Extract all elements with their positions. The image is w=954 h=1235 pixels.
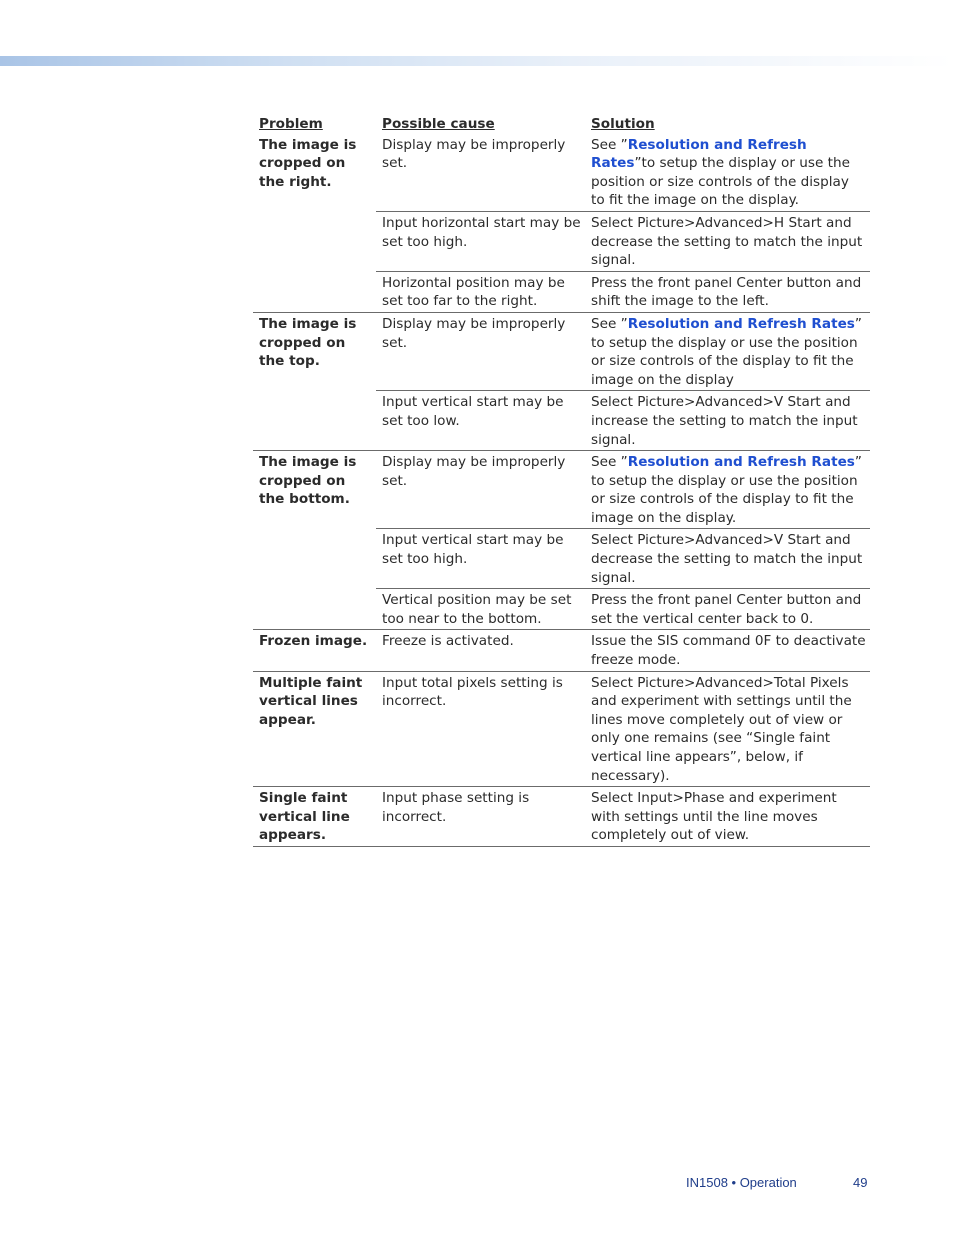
page-number: 49: [853, 1175, 868, 1190]
cause-cell: Vertical position may be set too near to the bottom.: [376, 589, 585, 630]
solution-text: ” to setup the display or use the position or size controls of the display to fit the image on the display.: [591, 454, 862, 526]
problem-cell: Single faint vertical line appears.: [253, 787, 376, 847]
problem-cell: The image is cropped on the bottom.: [253, 451, 376, 630]
solution-text: See ”: [591, 136, 628, 153]
table-row: [253, 135, 870, 212]
cause-cell: Display may be improperly set.: [382, 136, 566, 172]
solution-text: ” to setup the display or use the position or size controls of the display to fit the image on the display: [591, 315, 862, 388]
solution-text: See ”: [591, 454, 628, 471]
solution-cell: [585, 312, 870, 390]
header-solution: Solution: [591, 116, 655, 132]
solution-cell: Press the front panel Center button and shift the image to the left.: [585, 271, 870, 312]
solution-cell: [585, 451, 870, 529]
table-row: [253, 630, 870, 671]
solution-cell: Issue the SIS command 0F to deactivate freeze mode.: [585, 630, 870, 671]
cause-cell: Input horizontal start may be set too high.: [376, 211, 585, 271]
table-header-row: [253, 114, 870, 135]
header-gradient-bar: [0, 56, 954, 66]
table-row: [253, 671, 870, 787]
problem-cell: Multiple faint vertical lines appear.: [253, 671, 376, 787]
solution-text: See ”: [591, 315, 628, 332]
cause-cell: Input total pixels setting is incorrect.: [376, 671, 585, 787]
solution-text: ”to setup the display or use the position or size controls of the display to fit the image on the display.: [591, 155, 850, 209]
solution-cell: Press the front panel Center button and set the vertical center back to 0.: [585, 589, 870, 630]
solution-cell: Select Picture>Advanced>H Start and decrease the setting to match the input signal.: [585, 211, 870, 271]
page-footer: [686, 1175, 868, 1190]
cause-cell: Horizontal position may be set too far to the right.: [376, 271, 585, 312]
table-row: [253, 312, 870, 390]
problem-cell: Frozen image.: [253, 630, 376, 671]
cause-cell: Input vertical start may be set too high.: [376, 529, 585, 589]
solution-cell: Select Input>Phase and experiment with settings until the line moves completely out of view.: [585, 787, 870, 847]
cause-cell: Freeze is activated.: [376, 630, 585, 671]
resolution-link[interactable]: Resolution and Refresh Rates: [627, 454, 855, 471]
solution-cell: Select Picture>Advanced>V Start and increase the setting to match the input signal.: [585, 391, 870, 451]
cause-cell: Display may be improperly set.: [376, 451, 585, 529]
resolution-link[interactable]: Resolution and Refresh Rates: [591, 136, 807, 172]
problem-cell: The image is cropped on the top.: [253, 312, 376, 450]
troubleshooting-table: [253, 114, 870, 847]
table-row: [253, 451, 870, 529]
problem-cell: The image is cropped on the right.: [259, 136, 357, 190]
solution-cell: Select Picture>Advanced>Total Pixels and experiment with settings until the lines move completely out of view or only one remains (see “Single faint vertical line appears”, below, if necessary).: [585, 671, 870, 787]
footer-doc-title: IN1508 • Operation: [686, 1175, 797, 1190]
header-problem: Problem: [259, 116, 323, 132]
solution-cell: [585, 135, 870, 212]
table-row: [253, 787, 870, 847]
solution-cell: Select Picture>Advanced>V Start and decrease the setting to match the input signal.: [585, 529, 870, 589]
cause-cell: Input vertical start may be set too low.: [376, 391, 585, 451]
cause-cell: Input phase setting is incorrect.: [376, 787, 585, 847]
resolution-link[interactable]: Resolution and Refresh Rates: [627, 315, 855, 332]
header-possible-cause: Possible cause: [382, 116, 495, 132]
cause-cell: Display may be improperly set.: [376, 312, 585, 390]
